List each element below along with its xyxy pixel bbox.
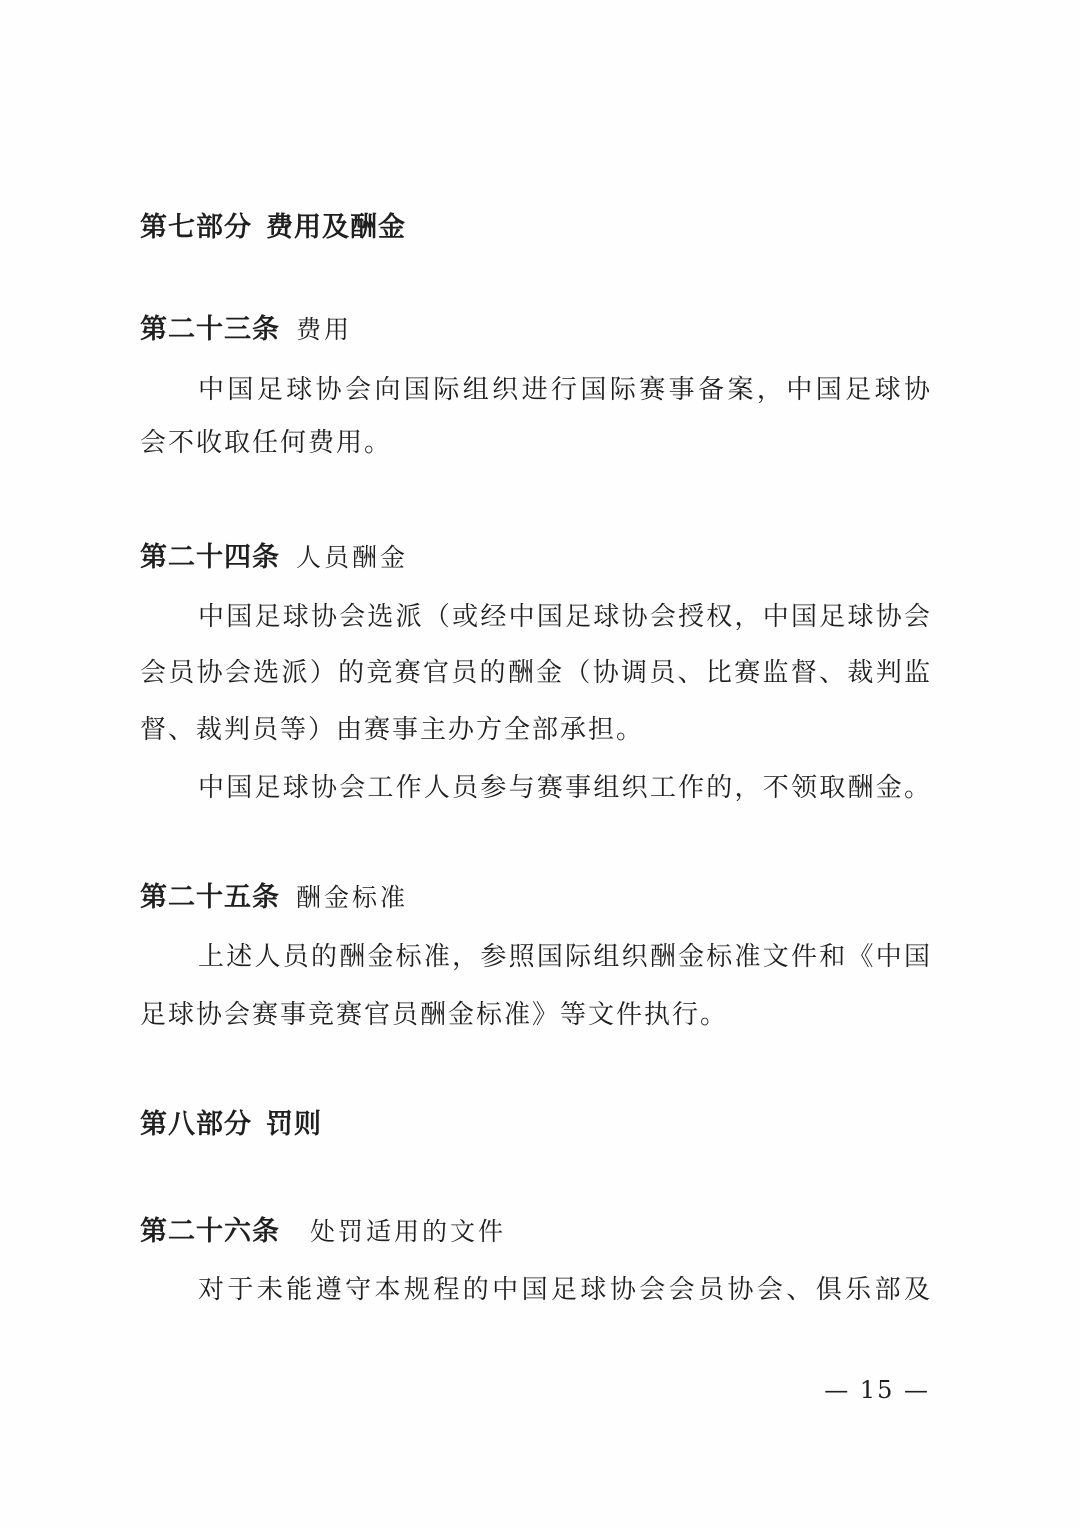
article-24-text-line: 中国足球协会选派（或经中国足球协会授权，中国足球协会 [198, 602, 930, 632]
part-7-title: 费用及酬金 [266, 212, 406, 243]
article-23-label: 第二十三条 [140, 314, 280, 345]
article-23-text-line: 会不收取任何费用。 [140, 428, 393, 458]
part-7-heading [140, 210, 406, 246]
article-24-label: 第二十四条 [140, 542, 280, 573]
article-25-text-line: 上述人员的酬金标准，参照国际组织酬金标准文件和《中国 [198, 942, 930, 972]
part-8-label: 第八部分 [140, 1109, 252, 1140]
article-23-heading [140, 312, 352, 348]
part-8-title: 罚则 [266, 1109, 322, 1140]
article-24-text-line: 督、裁判员等）由赛事主办方全部承担。 [140, 715, 645, 745]
article-26-title: 处罚适用的文件 [310, 1217, 507, 1246]
article-26-heading [140, 1214, 506, 1250]
article-23-text-line: 中国足球协会向国际组织进行国际赛事备案，中国足球协 [198, 375, 930, 405]
article-24-title: 人员酬金 [296, 543, 409, 572]
article-24-text-line: 中国足球协会工作人员参与赛事组织工作的，不领取酬金。 [198, 773, 930, 803]
article-26-label: 第二十六条 [140, 1216, 280, 1247]
article-24-text-line: 会员协会选派）的竞赛官员的酬金（协调员、比赛监督、裁判监 [140, 658, 930, 688]
part-7-label: 第七部分 [140, 212, 252, 243]
part-8-heading [140, 1107, 322, 1143]
article-25-text-line: 足球协会赛事竞赛官员酬金标准》等文件执行。 [140, 1000, 729, 1030]
article-25-label: 第二十五条 [140, 882, 280, 913]
article-25-heading [140, 880, 408, 916]
article-26-text-line: 对于未能遵守本规程的中国足球协会会员协会、俱乐部及 [198, 1275, 930, 1305]
article-24-heading [140, 540, 408, 576]
article-23-title: 费用 [296, 315, 353, 344]
article-25-title: 酬金标准 [296, 883, 409, 912]
page-number: — 15 — [824, 1376, 930, 1404]
